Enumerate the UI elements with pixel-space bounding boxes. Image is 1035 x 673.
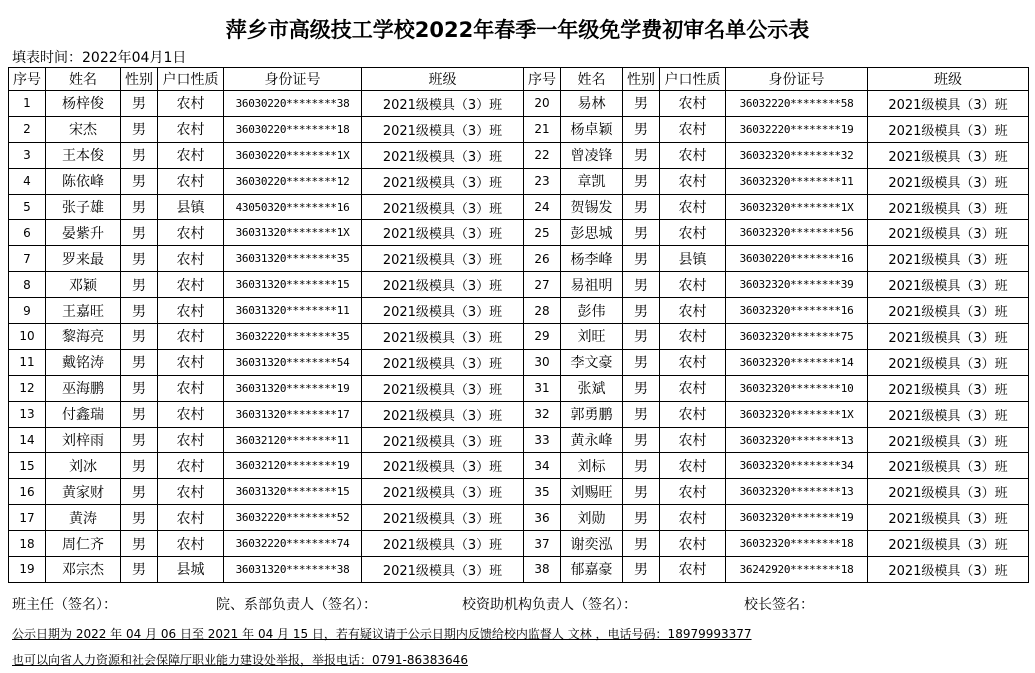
household-cell: 农村 [158, 349, 224, 375]
serial-cell: 8 [9, 272, 46, 298]
household-cell: 农村 [158, 324, 224, 350]
table-row [9, 91, 1029, 117]
household-cell: 农村 [660, 142, 726, 168]
gender-cell: 男 [623, 401, 660, 427]
serial-cell: 36 [524, 505, 561, 531]
class-cell: 2021级模具（3）班 [362, 453, 524, 479]
header-cell: 户口性质 [660, 68, 726, 91]
id-number-cell: 36032120********11 [224, 427, 362, 453]
gender-cell: 男 [121, 298, 158, 324]
gender-cell: 男 [623, 272, 660, 298]
name-cell: 杨卓颖 [561, 116, 623, 142]
gender-cell: 男 [121, 220, 158, 246]
class-cell: 2021级模具（3）班 [362, 116, 524, 142]
id-number-cell: 36031320********11 [224, 298, 362, 324]
gender-cell: 男 [121, 401, 158, 427]
class-cell: 2021级模具（3）班 [868, 116, 1029, 142]
gender-cell: 男 [623, 349, 660, 375]
class-cell: 2021级模具（3）班 [362, 272, 524, 298]
id-number-cell: 36032320********75 [726, 324, 868, 350]
class-cell: 2021级模具（3）班 [362, 298, 524, 324]
serial-cell: 2 [9, 116, 46, 142]
header-cell: 性别 [121, 68, 158, 91]
household-cell: 农村 [660, 427, 726, 453]
household-cell: 农村 [660, 479, 726, 505]
gender-cell: 男 [121, 375, 158, 401]
name-cell: 王嘉旺 [46, 298, 121, 324]
household-cell: 农村 [158, 479, 224, 505]
name-cell: 刘赐旺 [561, 479, 623, 505]
id-number-cell: 36031320********54 [224, 349, 362, 375]
serial-cell: 34 [524, 453, 561, 479]
id-number-cell: 36032320********16 [726, 298, 868, 324]
household-cell: 农村 [158, 272, 224, 298]
class-cell: 2021级模具（3）班 [868, 505, 1029, 531]
name-cell: 周仁齐 [46, 531, 121, 557]
table-row [9, 168, 1029, 194]
household-cell: 农村 [660, 557, 726, 583]
id-number-cell: 36032320********10 [726, 375, 868, 401]
id-number-cell: 36032320********32 [726, 142, 868, 168]
household-cell: 农村 [158, 168, 224, 194]
gender-cell: 男 [121, 116, 158, 142]
table-row [9, 453, 1029, 479]
household-cell: 农村 [660, 531, 726, 557]
gender-cell: 男 [623, 246, 660, 272]
id-number-cell: 36031320********1X [224, 220, 362, 246]
name-cell: 张斌 [561, 375, 623, 401]
id-number-cell: 36031320********15 [224, 272, 362, 298]
serial-cell: 23 [524, 168, 561, 194]
gender-cell: 男 [121, 194, 158, 220]
table-row [9, 557, 1029, 583]
header-cell: 序号 [9, 68, 46, 91]
household-cell: 农村 [660, 324, 726, 350]
class-cell: 2021级模具（3）班 [868, 349, 1029, 375]
serial-cell: 33 [524, 427, 561, 453]
class-cell: 2021级模具（3）班 [362, 401, 524, 427]
table-row [9, 298, 1029, 324]
table-header-row [9, 68, 1029, 91]
aid-office-signature: 校资助机构负责人（签名）： [462, 597, 637, 613]
name-cell: 贺锡发 [561, 194, 623, 220]
class-cell: 2021级模具（3）班 [362, 168, 524, 194]
name-cell: 王本俊 [46, 142, 121, 168]
gender-cell: 男 [121, 246, 158, 272]
gender-cell: 男 [623, 479, 660, 505]
gender-cell: 男 [623, 531, 660, 557]
gender-cell: 男 [623, 557, 660, 583]
household-cell: 农村 [660, 349, 726, 375]
id-number-cell: 36030220********16 [726, 246, 868, 272]
household-cell: 农村 [158, 375, 224, 401]
table-row [9, 272, 1029, 298]
name-cell: 杨梓俊 [46, 91, 121, 117]
id-number-cell: 36032320********13 [726, 479, 868, 505]
name-cell: 巫海鹏 [46, 375, 121, 401]
serial-cell: 14 [9, 427, 46, 453]
class-cell: 2021级模具（3）班 [362, 531, 524, 557]
class-cell: 2021级模具（3）班 [868, 453, 1029, 479]
class-cell: 2021级模具（3）班 [362, 246, 524, 272]
name-cell: 宋杰 [46, 116, 121, 142]
id-number-cell: 36030220********18 [224, 116, 362, 142]
household-cell: 农村 [158, 91, 224, 117]
class-cell: 2021级模具（3）班 [868, 479, 1029, 505]
name-cell: 刘勋 [561, 505, 623, 531]
name-cell: 刘梓雨 [46, 427, 121, 453]
gender-cell: 男 [623, 375, 660, 401]
class-cell: 2021级模具（3）班 [868, 246, 1029, 272]
gender-cell: 男 [623, 220, 660, 246]
id-number-cell: 36032120********19 [224, 453, 362, 479]
id-number-cell: 36032320********18 [726, 531, 868, 557]
name-cell: 晏紫升 [46, 220, 121, 246]
serial-cell: 15 [9, 453, 46, 479]
class-cell: 2021级模具（3）班 [868, 557, 1029, 583]
serial-cell: 16 [9, 479, 46, 505]
principal-signature: 校长签名： [744, 597, 814, 613]
id-number-cell: 36032320********11 [726, 168, 868, 194]
name-cell: 杨李峰 [561, 246, 623, 272]
household-cell: 农村 [660, 453, 726, 479]
serial-cell: 27 [524, 272, 561, 298]
gender-cell: 男 [121, 427, 158, 453]
serial-cell: 29 [524, 324, 561, 350]
id-number-cell: 36032220********52 [224, 505, 362, 531]
serial-cell: 7 [9, 246, 46, 272]
gender-cell: 男 [121, 479, 158, 505]
household-cell: 农村 [158, 531, 224, 557]
household-cell: 县镇 [660, 246, 726, 272]
serial-cell: 25 [524, 220, 561, 246]
serial-cell: 17 [9, 505, 46, 531]
gender-cell: 男 [121, 349, 158, 375]
header-cell: 班级 [868, 68, 1029, 91]
household-cell: 农村 [158, 116, 224, 142]
gender-cell: 男 [121, 505, 158, 531]
household-cell: 农村 [158, 453, 224, 479]
gender-cell: 男 [121, 557, 158, 583]
name-cell: 黄家财 [46, 479, 121, 505]
name-cell: 陈依峰 [46, 168, 121, 194]
name-cell: 罗来最 [46, 246, 121, 272]
household-cell: 农村 [660, 272, 726, 298]
table-row [9, 427, 1029, 453]
household-cell: 农村 [660, 505, 726, 531]
class-cell: 2021级模具（3）班 [868, 91, 1029, 117]
id-number-cell: 36032220********58 [726, 91, 868, 117]
table-row [9, 375, 1029, 401]
serial-cell: 11 [9, 349, 46, 375]
class-cell: 2021级模具（3）班 [868, 220, 1029, 246]
name-cell: 彭思城 [561, 220, 623, 246]
fill-date: 填表时间：2022年04月1日 [12, 50, 187, 66]
class-cell: 2021级模具（3）班 [868, 401, 1029, 427]
class-cell: 2021级模具（3）班 [868, 324, 1029, 350]
name-cell: 黎海亮 [46, 324, 121, 350]
table-row [9, 349, 1029, 375]
id-number-cell: 36031320********15 [224, 479, 362, 505]
name-cell: 戴铭涛 [46, 349, 121, 375]
household-cell: 农村 [660, 168, 726, 194]
household-cell: 农村 [660, 375, 726, 401]
name-cell: 郁嘉豪 [561, 557, 623, 583]
class-cell: 2021级模具（3）班 [362, 91, 524, 117]
class-cell: 2021级模具（3）班 [868, 298, 1029, 324]
notice-line-2: 也可以向省人力资源和社会保障厅职业能力建设处举报，举报电话：0791-86383646 [12, 653, 468, 667]
serial-cell: 1 [9, 91, 46, 117]
gender-cell: 男 [121, 272, 158, 298]
name-cell: 刘冰 [46, 453, 121, 479]
serial-cell: 30 [524, 349, 561, 375]
table-row [9, 142, 1029, 168]
gender-cell: 男 [623, 298, 660, 324]
name-cell: 易祖明 [561, 272, 623, 298]
id-number-cell: 36032320********19 [726, 505, 868, 531]
id-number-cell: 36030220********1X [224, 142, 362, 168]
class-cell: 2021级模具（3）班 [362, 375, 524, 401]
table-row [9, 246, 1029, 272]
gender-cell: 男 [121, 168, 158, 194]
head-teacher-signature: 班主任（签名）： [12, 597, 117, 613]
department-signature: 院、系部负责人（签名）： [216, 597, 377, 613]
household-cell: 农村 [158, 246, 224, 272]
gender-cell: 男 [623, 116, 660, 142]
gender-cell: 男 [623, 91, 660, 117]
serial-cell: 24 [524, 194, 561, 220]
id-number-cell: 36032220********35 [224, 324, 362, 350]
class-cell: 2021级模具（3）班 [362, 505, 524, 531]
table-row [9, 194, 1029, 220]
serial-cell: 35 [524, 479, 561, 505]
gender-cell: 男 [623, 168, 660, 194]
name-cell: 刘标 [561, 453, 623, 479]
gender-cell: 男 [121, 531, 158, 557]
id-number-cell: 36031320********19 [224, 375, 362, 401]
name-cell: 彭伟 [561, 298, 623, 324]
table-row [9, 505, 1029, 531]
class-cell: 2021级模具（3）班 [868, 142, 1029, 168]
notice-line-1: 公示日期为 2022 年 04 月 06 日至 2021 年 04 月 15 日，若有疑议请于公示日期内反馈给校内监督人 文林 ，电话号码：18979993377 [12, 627, 752, 641]
serial-cell: 26 [524, 246, 561, 272]
class-cell: 2021级模具（3）班 [362, 324, 524, 350]
class-cell: 2021级模具（3）班 [362, 479, 524, 505]
name-cell: 付鑫瑞 [46, 401, 121, 427]
header-cell: 姓名 [46, 68, 121, 91]
household-cell: 农村 [660, 116, 726, 142]
id-number-cell: 36031320********35 [224, 246, 362, 272]
table-row [9, 324, 1029, 350]
serial-cell: 32 [524, 401, 561, 427]
gender-cell: 男 [623, 194, 660, 220]
household-cell: 农村 [158, 142, 224, 168]
serial-cell: 37 [524, 531, 561, 557]
serial-cell: 22 [524, 142, 561, 168]
id-number-cell: 43050320********16 [224, 194, 362, 220]
class-cell: 2021级模具（3）班 [362, 220, 524, 246]
name-cell: 黄涛 [46, 505, 121, 531]
household-cell: 农村 [158, 427, 224, 453]
name-cell: 邓宗杰 [46, 557, 121, 583]
serial-cell: 5 [9, 194, 46, 220]
household-cell: 农村 [660, 220, 726, 246]
name-cell: 章凯 [561, 168, 623, 194]
header-cell: 性别 [623, 68, 660, 91]
gender-cell: 男 [623, 505, 660, 531]
id-number-cell: 36030220********12 [224, 168, 362, 194]
household-cell: 农村 [660, 194, 726, 220]
serial-cell: 19 [9, 557, 46, 583]
serial-cell: 28 [524, 298, 561, 324]
id-number-cell: 36030220********38 [224, 91, 362, 117]
household-cell: 农村 [660, 298, 726, 324]
name-cell: 李文豪 [561, 349, 623, 375]
serial-cell: 12 [9, 375, 46, 401]
id-number-cell: 36031320********17 [224, 401, 362, 427]
id-number-cell: 36032320********1X [726, 401, 868, 427]
page-title: 萍乡市高级技工学校2022年春季一年级免学费初审名单公示表 [225, 18, 810, 42]
gender-cell: 男 [623, 427, 660, 453]
name-cell: 刘旺 [561, 324, 623, 350]
serial-cell: 3 [9, 142, 46, 168]
id-number-cell: 36032220********74 [224, 531, 362, 557]
name-cell: 张子雄 [46, 194, 121, 220]
id-number-cell: 36242920********18 [726, 557, 868, 583]
table-row [9, 116, 1029, 142]
header-cell: 户口性质 [158, 68, 224, 91]
household-cell: 农村 [158, 220, 224, 246]
name-cell: 易林 [561, 91, 623, 117]
household-cell: 农村 [660, 91, 726, 117]
id-number-cell: 36032320********13 [726, 427, 868, 453]
household-cell: 县城 [158, 557, 224, 583]
class-cell: 2021级模具（3）班 [362, 349, 524, 375]
household-cell: 农村 [158, 401, 224, 427]
household-cell: 农村 [158, 298, 224, 324]
table-row [9, 531, 1029, 557]
household-cell: 农村 [158, 505, 224, 531]
gender-cell: 男 [121, 91, 158, 117]
class-cell: 2021级模具（3）班 [868, 531, 1029, 557]
gender-cell: 男 [623, 142, 660, 168]
serial-cell: 21 [524, 116, 561, 142]
name-cell: 邓颖 [46, 272, 121, 298]
header-cell: 身份证号 [224, 68, 362, 91]
name-cell: 谢奕泓 [561, 531, 623, 557]
header-cell: 序号 [524, 68, 561, 91]
id-number-cell: 36032320********14 [726, 349, 868, 375]
household-cell: 农村 [660, 401, 726, 427]
gender-cell: 男 [121, 324, 158, 350]
serial-cell: 9 [9, 298, 46, 324]
gender-cell: 男 [121, 142, 158, 168]
serial-cell: 13 [9, 401, 46, 427]
id-number-cell: 36032320********39 [726, 272, 868, 298]
table-row [9, 220, 1029, 246]
gender-cell: 男 [623, 453, 660, 479]
id-number-cell: 36032320********56 [726, 220, 868, 246]
header-cell: 身份证号 [726, 68, 868, 91]
student-roster-table [8, 67, 1029, 583]
id-number-cell: 36032320********34 [726, 453, 868, 479]
gender-cell: 男 [121, 453, 158, 479]
class-cell: 2021级模具（3）班 [868, 375, 1029, 401]
serial-cell: 38 [524, 557, 561, 583]
serial-cell: 10 [9, 324, 46, 350]
gender-cell: 男 [623, 324, 660, 350]
household-cell: 县镇 [158, 194, 224, 220]
table-row [9, 401, 1029, 427]
name-cell: 曾凌锋 [561, 142, 623, 168]
header-cell: 姓名 [561, 68, 623, 91]
id-number-cell: 36031320********38 [224, 557, 362, 583]
class-cell: 2021级模具（3）班 [868, 272, 1029, 298]
name-cell: 郭勇鹏 [561, 401, 623, 427]
id-number-cell: 36032320********1X [726, 194, 868, 220]
name-cell: 黄永峰 [561, 427, 623, 453]
class-cell: 2021级模具（3）班 [868, 194, 1029, 220]
class-cell: 2021级模具（3）班 [362, 557, 524, 583]
class-cell: 2021级模具（3）班 [362, 427, 524, 453]
class-cell: 2021级模具（3）班 [868, 168, 1029, 194]
serial-cell: 4 [9, 168, 46, 194]
class-cell: 2021级模具（3）班 [868, 427, 1029, 453]
id-number-cell: 36032220********19 [726, 116, 868, 142]
class-cell: 2021级模具（3）班 [362, 142, 524, 168]
class-cell: 2021级模具（3）班 [362, 194, 524, 220]
table-body [9, 91, 1029, 583]
serial-cell: 20 [524, 91, 561, 117]
table-row [9, 479, 1029, 505]
serial-cell: 6 [9, 220, 46, 246]
header-cell: 班级 [362, 68, 524, 91]
serial-cell: 31 [524, 375, 561, 401]
serial-cell: 18 [9, 531, 46, 557]
